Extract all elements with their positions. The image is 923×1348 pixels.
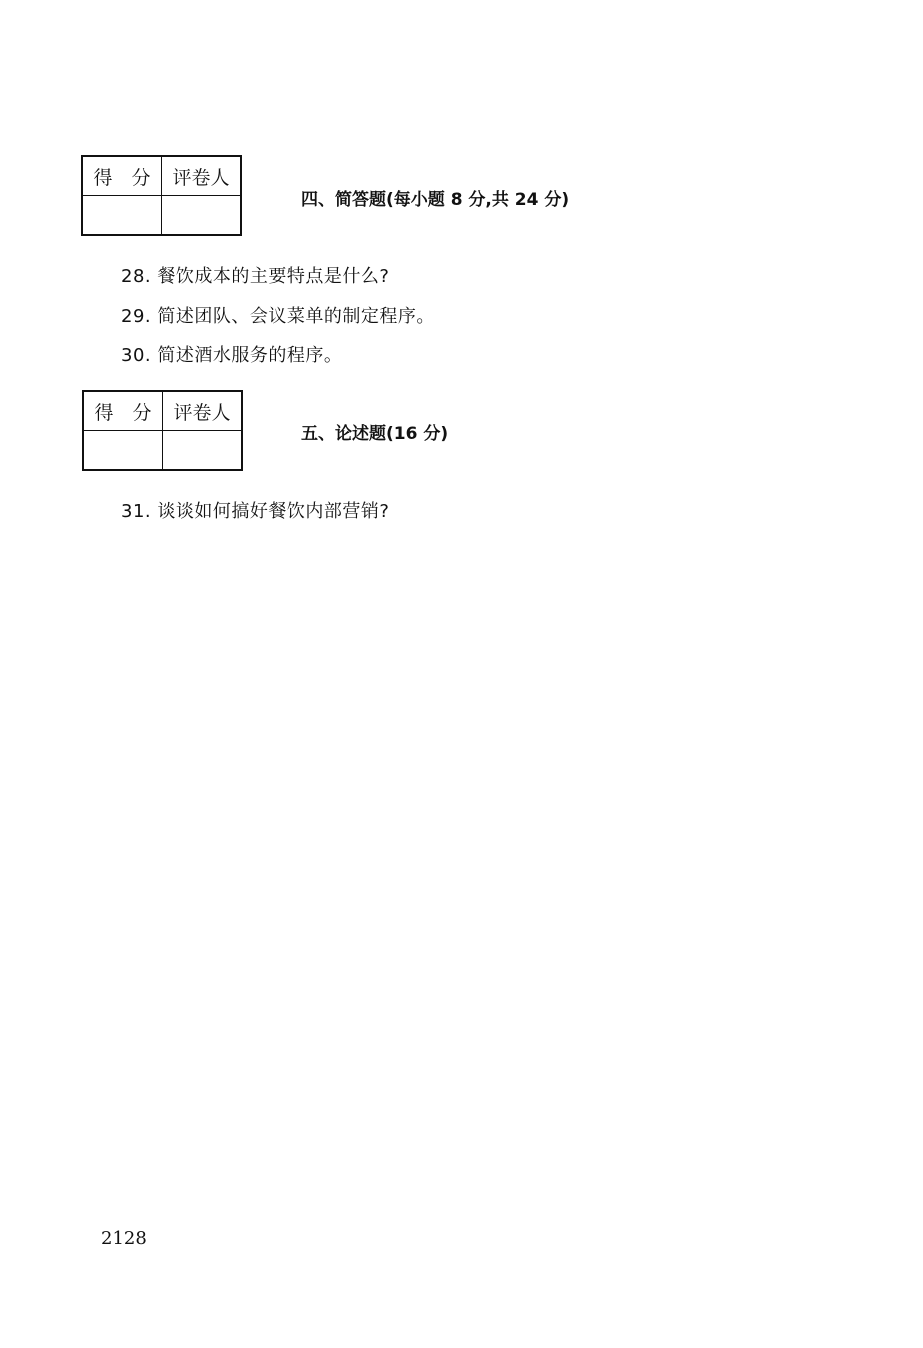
question-29: 29. 简述团队、会议菜单的制定程序。 bbox=[121, 306, 435, 327]
question-31: 31. 谈谈如何搞好餐饮内部营销? bbox=[121, 501, 390, 522]
section-4-title: 四、简答题(每小题 8 分,共 24 分) bbox=[301, 190, 570, 210]
score-header-cell: 得 分 bbox=[83, 391, 163, 431]
grader-entry-cell bbox=[162, 196, 242, 236]
question-30: 30. 简述酒水服务的程序。 bbox=[121, 345, 343, 366]
score-table-section-5 bbox=[82, 390, 243, 471]
grader-header-cell: 评卷人 bbox=[163, 391, 243, 431]
section-5-title: 五、论述题(16 分) bbox=[301, 424, 449, 444]
score-table-entry-row bbox=[82, 196, 241, 236]
grader-header-cell: 评卷人 bbox=[162, 156, 242, 196]
page-number: 2128 bbox=[101, 1228, 147, 1249]
score-table-header-row bbox=[83, 391, 242, 431]
score-table-entry-row bbox=[83, 431, 242, 471]
grader-entry-cell bbox=[163, 431, 243, 471]
score-header-cell: 得 分 bbox=[82, 156, 162, 196]
score-table-section-4 bbox=[81, 155, 242, 236]
score-entry-cell bbox=[82, 196, 162, 236]
score-table-header-row bbox=[82, 156, 241, 196]
score-entry-cell bbox=[83, 431, 163, 471]
question-28: 28. 餐饮成本的主要特点是什么? bbox=[121, 266, 390, 287]
